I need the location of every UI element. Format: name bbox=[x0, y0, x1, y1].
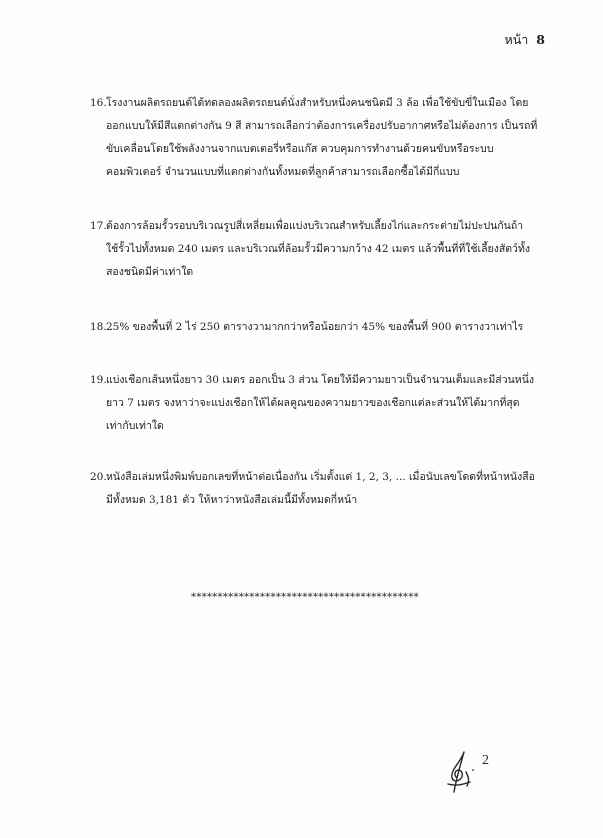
question-line: แบ่งเชือกเส้นหนึ่งยาว 30 เมตร ออกเป็น 3 ส่วน โดยให้มีความยาวเป็นจำนวนเต็มและมีส่วนหนึ่ง bbox=[106, 374, 534, 386]
question-line: ขับเคลื่อนโดยใช้พลังงานจากแบตเตอรี่หรือแก๊ส ควบคุมการทำงานด้วยคนขับหรือระบบ bbox=[106, 143, 494, 155]
question-line: ต้องการล้อมรั้วรอบบริเวณรูปสี่เหลี่ยมเพื่อแบ่งบริเวณสำหรับเลี้ยงไก่และกระต่ายไม่ปะปนกันถ้า bbox=[106, 220, 524, 232]
question-line: โรงงานผลิตรถยนต์ได้ทดลองผลิตรถยนต์นั่งสำหรับหนึ่งคนชนิดมี 3 ล้อ เพื่อใช้ขับขี่ในเมือง โดย bbox=[106, 97, 529, 109]
question-line: 25% ของพื้นที่ 2 ไร่ 250 ตารางวามากกว่าหรือน้อยกว่า 45% ของพื้นที่ 900 ตารางวาเท่าไร bbox=[106, 321, 524, 333]
separator-line: ******************************************* bbox=[191, 592, 419, 603]
question-18 bbox=[90, 316, 558, 339]
question-17 bbox=[90, 215, 558, 284]
question-line: ยาว 7 เมตร จงหาว่าจะแบ่งเชือกให้ได้ผลคูณของความยาวของเชือกแต่ละส่วนให้ได้มากที่สุด bbox=[106, 397, 520, 409]
question-line: ใช้รั้วไปทั้งหมด 240 เมตร และบริเวณที่ล้อมรั้วมีความกว้าง 42 เมตร แล้วพื้นที่ที่ใช้เลี้ยงสัตว์ทั้ง bbox=[106, 243, 531, 255]
signature-suffix: 2 bbox=[482, 753, 489, 768]
question-number: 17. bbox=[90, 220, 107, 232]
question-text bbox=[90, 316, 558, 339]
question-19 bbox=[90, 369, 558, 438]
question-16 bbox=[90, 92, 558, 184]
question-line: สองชนิดมีค่าเท่าใด bbox=[106, 266, 194, 278]
question-line: คอมพิวเตอร์ จำนวนแบบที่แตกต่างกันทั้งหมดที่ลูกค้าสามารถเลือกซื้อได้มีกี่แบบ bbox=[106, 166, 460, 178]
page-number-label: หน้า bbox=[504, 32, 529, 47]
question-20 bbox=[90, 466, 558, 512]
question-text bbox=[90, 215, 558, 284]
question-line: มีทั้งหมด 3,181 ตัว ให้หาว่าหนังสือเล่มนี้มีทั้งหมดกี่หน้า bbox=[106, 494, 358, 506]
question-line: เท่ากับเท่าใด bbox=[106, 420, 164, 432]
page-number bbox=[505, 30, 546, 50]
question-text bbox=[90, 92, 558, 184]
question-text bbox=[90, 466, 558, 512]
question-number: 18. bbox=[90, 321, 107, 333]
handwritten-signature bbox=[440, 740, 510, 800]
question-line: หนังสือเล่มหนึ่งพิมพ์บอกเลขที่หน้าต่อเนื่องกัน เริ่มตั้งแต่ 1, 2, 3, ... เมื่อนับเลขโดดที่หน้าหนังสือ bbox=[106, 471, 535, 483]
question-line: ออกแบบให้มีสีแตกต่างกัน 9 สี สามารถเลือกว่าต้องการเครื่องปรับอากาศหรือไม่ต้องการ เป็นรถที่ bbox=[106, 120, 538, 132]
question-number: 16. bbox=[90, 97, 107, 109]
question-number: 20. bbox=[90, 471, 107, 483]
question-text bbox=[90, 369, 558, 438]
page-number-value: 8 bbox=[536, 32, 545, 47]
question-number: 19. bbox=[90, 374, 107, 386]
